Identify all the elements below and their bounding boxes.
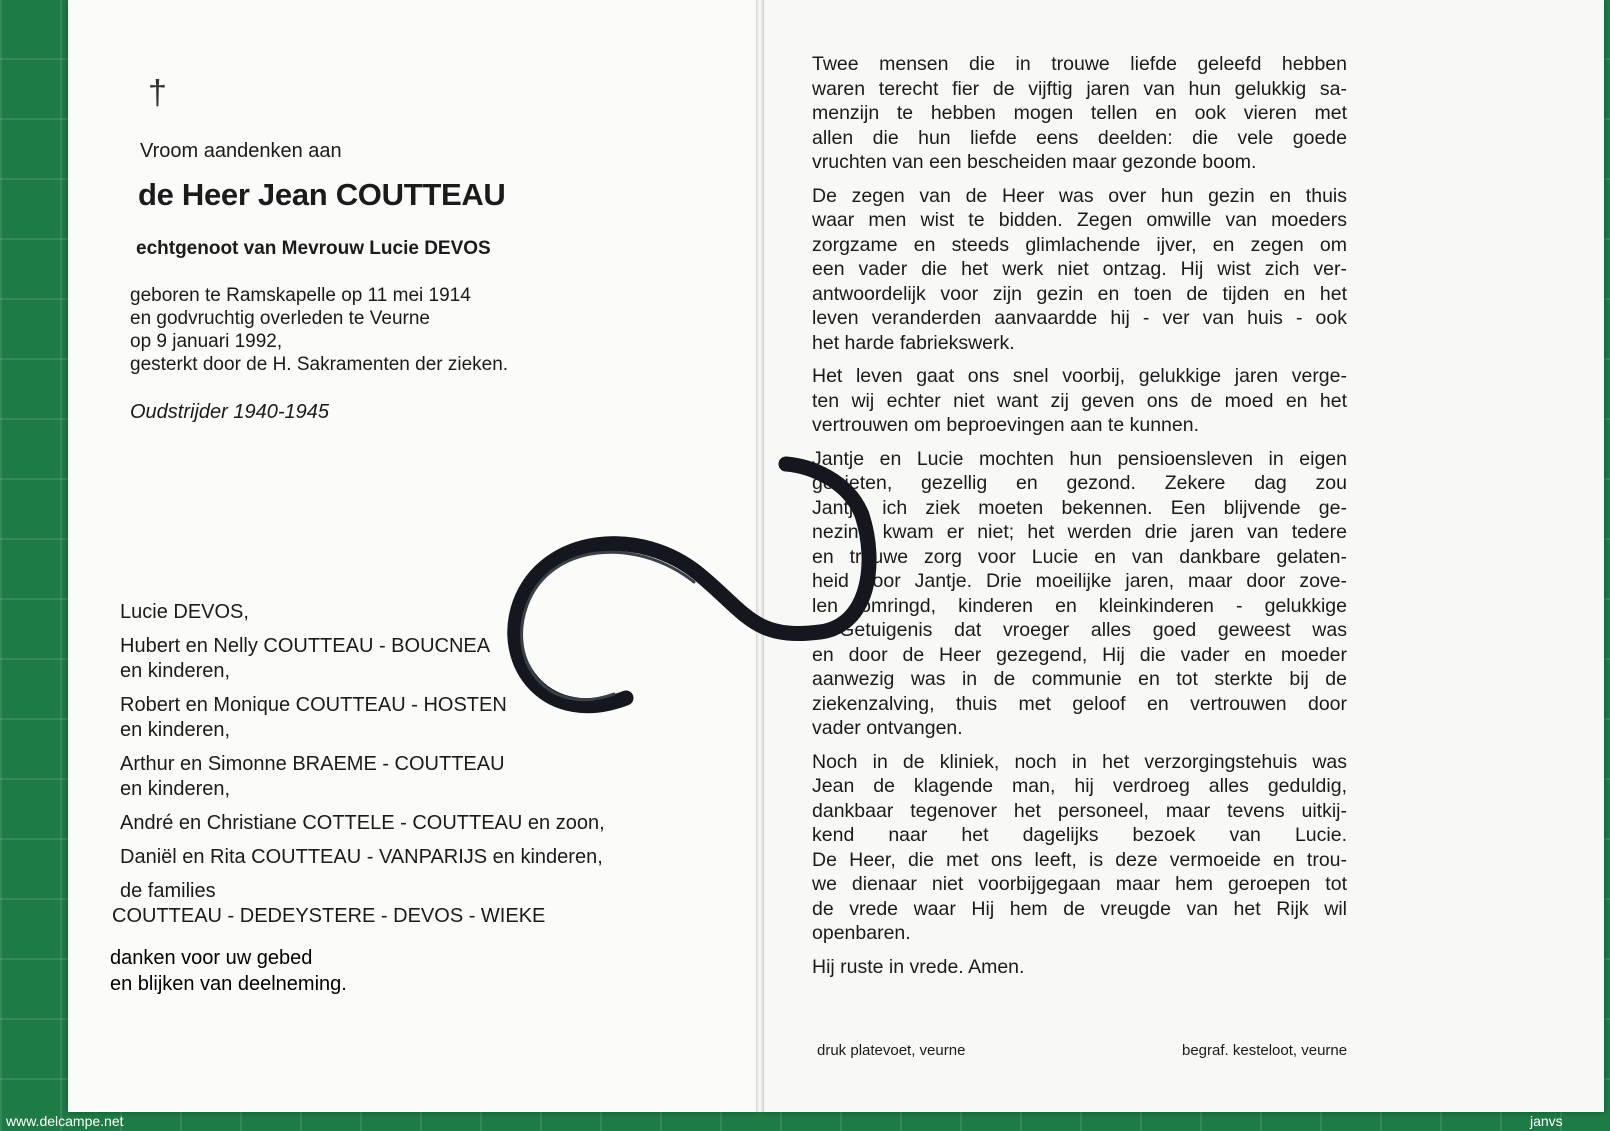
memorial-line: menzijn te hebben mogen tellen en ook vieren met bbox=[812, 102, 1347, 124]
memorial-line: waar men wist te bidden. Zegen omwille van moeders bbox=[812, 209, 1347, 231]
bio-line: op 9 januari 1992, bbox=[130, 331, 283, 352]
watermark-right: janvs bbox=[1530, 1113, 1563, 1129]
memorial-line: allen die hun liefde eens deelden: die vele goede bbox=[812, 126, 1347, 149]
memorial-line: aanwezig was in de communie en tot sterkte bij de bbox=[812, 668, 1347, 690]
memorial-line: vertrouwen om beproevingen aan te kunnen. bbox=[812, 414, 1200, 436]
memorial-line: zorgzame en steeds glimlachende ijver, en zegen om bbox=[812, 233, 1347, 256]
family-entry bbox=[112, 634, 605, 684]
family-line: COUTTEAU - DEDEYSTERE - DEVOS - WIEKE bbox=[112, 905, 546, 927]
memorial-paragraph bbox=[812, 364, 1347, 438]
family-line: Daniël en Rita COUTTEAU - VANPARIJS en kinderen, bbox=[120, 846, 603, 868]
memorial-line: antwoordelijk voor zijn gezin en toen de tijden en het bbox=[812, 282, 1347, 305]
memorial-line: leven veranderden aanvaardde hij - ver van huis - ook bbox=[812, 307, 1347, 329]
memorial-line: dankbaar tegenover het personeel, maar tevens uitkij- bbox=[812, 799, 1347, 822]
memorial-paragraph bbox=[812, 184, 1347, 356]
family-line: Hubert en Nelly COUTTEAU - BOUCNEA bbox=[120, 635, 491, 657]
family-line: Arthur en Simonne BRAEME - COUTTEAU bbox=[120, 753, 505, 775]
memorial-line: een vader die het werk niet ontzag. Hij wist zich ver- bbox=[812, 258, 1347, 280]
memorial-line: ziekenzalving, thuis met geloof en vertrouwen door bbox=[812, 692, 1347, 715]
memorial-line: Jantje ich ziek moeten bekennen. Een blijvende ge- bbox=[812, 496, 1347, 519]
family-line: de families bbox=[120, 880, 216, 902]
thanks-block bbox=[110, 945, 347, 997]
spouse-line: echtgenoot van Mevrouw Lucie DEVOS bbox=[136, 238, 491, 259]
memorial-line: we dienaar niet voorbijgegaan maar hem geroepen tot bbox=[812, 873, 1347, 895]
family-entry bbox=[112, 600, 605, 625]
intro-text: Vroom aandenken aan bbox=[140, 140, 342, 162]
thanks-line: en blijken van deelneming. bbox=[110, 973, 347, 995]
memorial-line: ten wij echter niet want zij geven ons de moed en het bbox=[812, 389, 1347, 412]
memorial-line: De zegen van de Heer was over hun gezin en thuis bbox=[812, 184, 1347, 207]
undertaker-credit: begraf. kesteloot, veurne bbox=[1182, 1042, 1348, 1059]
family-list bbox=[112, 600, 605, 938]
family-line: Robert en Monique COUTTEAU - HOSTEN bbox=[120, 694, 507, 716]
memorial-line: de vrede waar Hij hem de vreugde van het Rijk wil bbox=[812, 897, 1347, 920]
family-line: Lucie DEVOS, bbox=[120, 601, 249, 623]
memorial-text bbox=[812, 52, 1347, 988]
memorial-line: Het leven gaat ons snel voorbij, gelukkige jaren verge- bbox=[812, 365, 1347, 387]
memorial-paragraph bbox=[812, 447, 1347, 741]
family-line: en kinderen, bbox=[120, 660, 231, 682]
memorial-paragraph bbox=[812, 750, 1347, 946]
memorial-line: openbaren. bbox=[812, 922, 911, 944]
watermark-left: www.delcampe.net bbox=[6, 1113, 124, 1129]
memorial-line: nezing kwam er niet; het werden drie jaren van tedere bbox=[812, 521, 1347, 543]
family-entry bbox=[112, 752, 605, 802]
family-entry bbox=[112, 845, 605, 870]
family-line: André en Christiane COTTELE - COUTTEAU en zoon, bbox=[120, 812, 605, 834]
deceased-name: de Heer Jean COUTTEAU bbox=[138, 177, 506, 212]
memorial-line: len omringd, kinderen en kleinkinderen - gelukkige bbox=[812, 594, 1347, 617]
memorial-paragraph bbox=[812, 955, 1347, 980]
bio-block bbox=[130, 284, 508, 376]
family-entry bbox=[112, 879, 605, 929]
bio-line: geboren te Ramskapelle op 11 mei 1914 bbox=[130, 285, 471, 306]
memorial-line: genieten, gezellig en gezond. Zekere dag zou bbox=[812, 472, 1347, 494]
memorial-line: kend naar het dagelijks bezoek van Lucie. bbox=[812, 824, 1347, 846]
thanks-line: danken voor uw gebed bbox=[110, 947, 313, 969]
family-line: en kinderen, bbox=[120, 778, 231, 800]
memorial-line: Hij ruste in vrede. Amen. bbox=[812, 955, 1025, 978]
memorial-line: en trouwe zorg voor Lucie en van dankbare gelaten- bbox=[812, 545, 1347, 568]
memorial-line: . Getuigenis dat vroeger alles goed geweest was bbox=[812, 619, 1347, 641]
memorial-line: het harde fabriekswerk. bbox=[812, 331, 1015, 354]
veteran-note: Oudstrijder 1940-1945 bbox=[130, 401, 330, 423]
memorial-line: en door de Heer gezegend, Hij die vader en moeder bbox=[812, 643, 1347, 666]
memorial-line: De Heer, die met ons leeft, is deze vermoeide en trou- bbox=[812, 848, 1347, 871]
memorial-line: heid voor Jantje. Drie moeilijke jaren, maar door zove- bbox=[812, 570, 1347, 592]
memorial-line: Jean de klagende man, hij verdroeg alles geduldig, bbox=[812, 775, 1347, 797]
memorial-line: Jantje en Lucie mochten hun pensioensleven in eigen bbox=[812, 447, 1347, 470]
memorial-line: waren terecht fier de vijftig jaren van hun gelukkig sa- bbox=[812, 77, 1347, 100]
family-line: en kinderen, bbox=[120, 719, 231, 741]
memorial-line: Twee mensen die in trouwe liefde geleefd hebben bbox=[812, 53, 1347, 75]
card-fold bbox=[756, 0, 764, 1112]
cross-icon: † bbox=[148, 74, 167, 112]
family-entry bbox=[112, 811, 605, 836]
bio-line: en godvruchtig overleden te Veurne bbox=[130, 308, 430, 329]
memorial-paragraph bbox=[812, 52, 1347, 175]
printer-credit: druk platevoet, veurne bbox=[817, 1042, 966, 1059]
memorial-line: vader ontvangen. bbox=[812, 717, 963, 739]
family-entry bbox=[112, 693, 605, 743]
memorial-line: Noch in de kliniek, noch in het verzorgingstehuis was bbox=[812, 750, 1347, 773]
memorial-line: vruchten van een bescheiden maar gezonde boom. bbox=[812, 151, 1257, 173]
bio-line: gesterkt door de H. Sakramenten der zieken. bbox=[130, 354, 509, 375]
